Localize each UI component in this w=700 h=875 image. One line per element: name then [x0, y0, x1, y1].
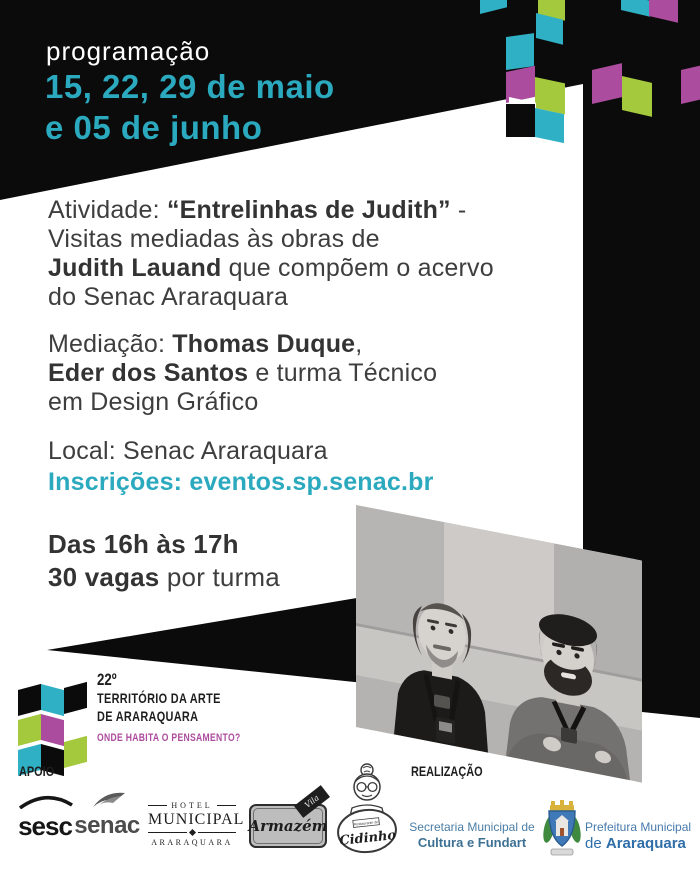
araraquara-coat-of-arms [543, 797, 581, 862]
diamond-icon [188, 829, 195, 836]
prefeitura-line2-prefix: de [585, 835, 606, 852]
schedule-time: Das 16h às 17h [48, 529, 239, 559]
apoio-label: APOIO [19, 763, 55, 779]
logo-cube-face-icon [18, 684, 41, 716]
location-paragraph [48, 436, 434, 498]
coat-of-arms-icon [543, 797, 581, 857]
activity-label: Atividade: [48, 196, 167, 224]
armazem-name: Armazém [248, 817, 328, 835]
festival-name-line2: DE ARARAQUARA [97, 708, 199, 724]
secretaria-line1: Secretaria Municipal de [409, 820, 535, 834]
festival-tagline: ONDE HABITA O PENSAMENTO? [97, 732, 241, 744]
prefeitura-line2 [585, 835, 695, 853]
schedule-slots-rest: por turma [159, 562, 280, 592]
event-dates-line2: e 05 de junho [45, 109, 263, 146]
cube-face-icon [506, 33, 534, 70]
senac-logo [72, 789, 142, 838]
activity-title: “Entrelinhas de Judith” [166, 196, 451, 224]
cidinho-name: Cidinho [338, 828, 397, 849]
festival-name-line1: TERRITÓRIO DA ARTE [97, 690, 221, 706]
hotel-name: MUNICIPAL [148, 811, 245, 828]
logo-cube-face-icon [41, 684, 64, 716]
mediation-comma: , [355, 330, 363, 358]
mediation-label: Mediação: [48, 330, 173, 358]
cube-face-icon [535, 108, 564, 143]
mediation-paragraph [48, 330, 437, 417]
armazem-ribbon: Vila [294, 785, 330, 818]
realizacao-label: REALIZAÇÃO [411, 763, 483, 779]
activity-dash: - [450, 196, 467, 224]
secretaria-logo [404, 820, 540, 851]
festival-edition: 22º [97, 670, 117, 689]
hotel-city: ARARAQUARA [151, 838, 233, 847]
event-dates [45, 66, 335, 148]
location-line: Local: Senac Araraquara [48, 437, 328, 465]
cube-face-icon [681, 66, 700, 104]
hotel-word: HOTEL [148, 801, 236, 810]
cube-face-icon [622, 76, 652, 117]
activity-line3: que compõem o acervo [221, 254, 494, 282]
sesc-arc-icon [16, 795, 74, 809]
logo-cube-face-icon [64, 682, 87, 714]
mediator-1: Thomas Duque [172, 330, 356, 358]
cidinho-small-text: Restaurante do [353, 820, 379, 827]
armazem-logo [248, 793, 328, 848]
poster-kicker: programação [46, 36, 211, 66]
secretaria-line2: Cultura e Fundart [417, 835, 527, 850]
activity-line2: Visitas mediadas às obras de [48, 225, 380, 253]
cidinho-logo [334, 760, 400, 861]
prefeitura-logo [585, 820, 695, 853]
prefeitura-city: Araraquara [605, 835, 686, 852]
senac-flag-icon [85, 789, 129, 809]
logo-cube-face-icon [64, 736, 87, 768]
mediation-line3: em Design Gráfico [48, 388, 259, 416]
armazem-plaque [248, 808, 328, 844]
prefeitura-line1: Prefeitura Municipal [585, 820, 692, 834]
registration-line: Inscrições: eventos.sp.senac.br [48, 468, 434, 496]
logo-cube-face-icon [41, 714, 64, 746]
senac-logo-text: senac [74, 812, 140, 839]
cube-face-icon [592, 63, 622, 104]
artist-name: Judith Lauand [48, 254, 222, 282]
sesc-logo-text: sesc [18, 811, 72, 841]
logo-cube-face-icon [18, 714, 41, 746]
activity-paragraph [48, 196, 494, 312]
festival-logo-text [97, 671, 281, 746]
activity-line4: do Senac Araraquara [48, 283, 289, 311]
cidinho-illustration [334, 760, 400, 856]
hotel-rule [148, 830, 236, 835]
cube-face-icon [506, 104, 535, 137]
mediator-2: Eder dos Santos [48, 359, 249, 387]
schedule-paragraph [48, 528, 280, 594]
schedule-slots: 30 vagas [48, 562, 160, 592]
event-dates-line1: 15, 22, 29 de maio [45, 68, 335, 105]
sesc-logo [13, 795, 77, 841]
mediation-line2: e turma Técnico [248, 359, 438, 387]
hotel-municipal-logo [148, 801, 245, 847]
